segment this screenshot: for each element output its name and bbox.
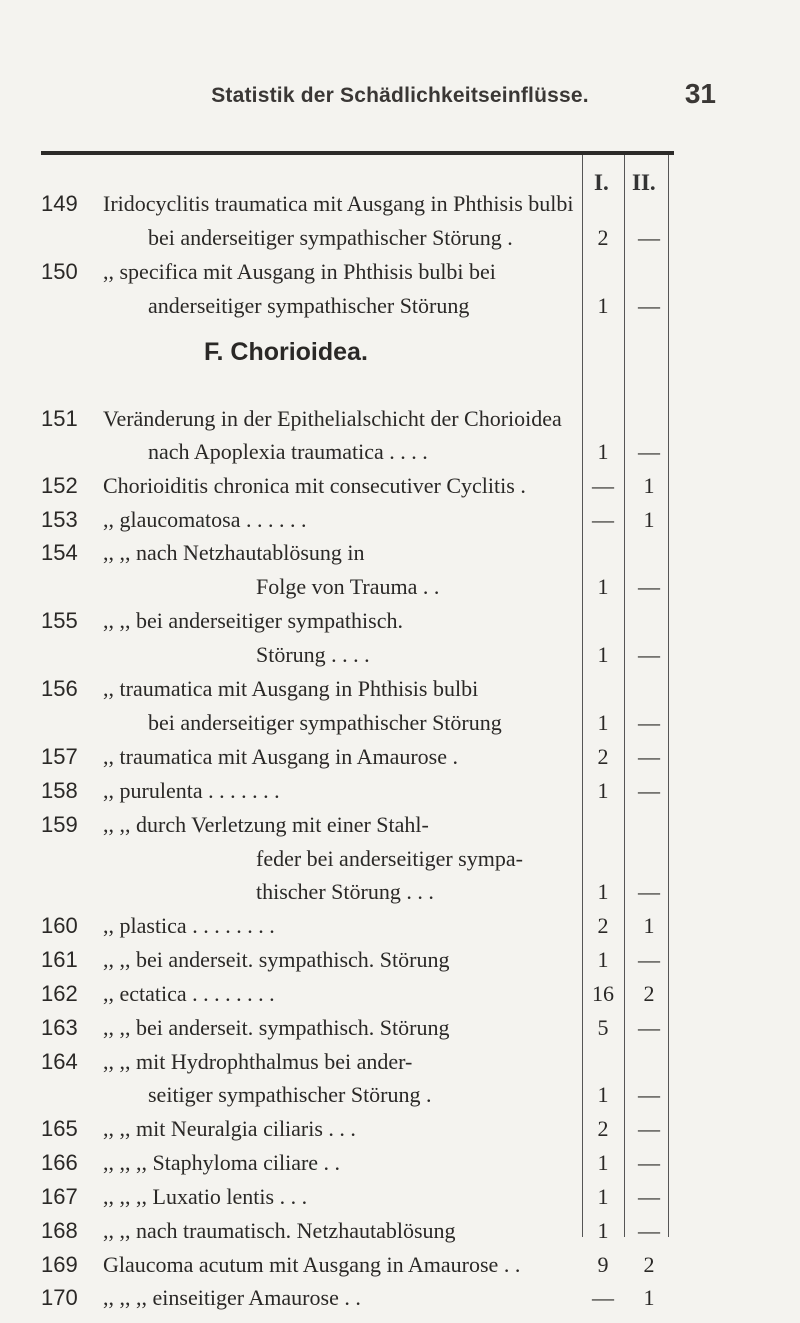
value-col-1: 1 <box>597 778 609 803</box>
row-number: 166 <box>41 1150 78 1175</box>
page-header <box>0 78 800 118</box>
table-row <box>0 406 800 432</box>
value-col-1: 2 <box>597 1116 609 1141</box>
value-col-1: 1 <box>597 1218 609 1243</box>
row-text: ,, glaucomatosa . . . . . . <box>103 507 307 532</box>
value-col-1: 1 <box>597 1150 609 1175</box>
table-row <box>0 744 800 770</box>
value-col-2: — <box>638 879 660 904</box>
value-col-1: 2 <box>597 225 609 250</box>
row-text: Chorioiditis chronica mit consecutiver Cyclitis . <box>103 473 526 498</box>
value-col-1: 1 <box>597 1184 609 1209</box>
row-text: Glaucoma acutum mit Ausgang in Amaurose . . <box>103 1252 521 1277</box>
value-col-1: 1 <box>597 574 609 599</box>
table-row <box>0 846 800 872</box>
row-text: ,, purulenta . . . . . . . <box>103 778 280 803</box>
row-text: nach Apoplexia traumatica . . . . <box>148 439 428 464</box>
table-row <box>0 1252 800 1278</box>
table-row <box>0 1015 800 1041</box>
table-row <box>0 879 800 905</box>
row-number: 152 <box>41 473 78 498</box>
row-number: 159 <box>41 812 78 837</box>
table-row <box>0 1184 800 1210</box>
row-text: ,, ,, bei anderseit. sympathisch. Störung <box>103 947 450 972</box>
row-text: ,, ,, ,, Luxatio lentis . . . <box>103 1184 308 1209</box>
value-col-2: — <box>638 1082 660 1107</box>
row-number: 158 <box>41 778 78 803</box>
row-number: 156 <box>41 676 78 701</box>
running-title: Statistik der Schädlichkeitseinflüsse. <box>211 84 589 107</box>
row-number: 161 <box>41 947 78 972</box>
value-col-1: 9 <box>597 1252 609 1277</box>
column-header-1: I. <box>594 170 609 195</box>
row-text: bei anderseitiger sympathischer Störung . <box>148 225 513 250</box>
value-col-1: 5 <box>597 1015 609 1040</box>
value-col-1: 2 <box>597 744 609 769</box>
value-col-2: — <box>638 1184 660 1209</box>
table-row <box>0 439 800 465</box>
row-text: thischer Störung . . . <box>256 879 434 904</box>
value-col-2: 1 <box>643 473 655 498</box>
table-row <box>0 473 800 499</box>
row-text: Iridocyclitis traumatica mit Ausgang in Phthisis bulbi <box>103 191 574 216</box>
row-number: 170 <box>41 1285 78 1310</box>
table-row <box>0 1116 800 1142</box>
row-text: feder bei anderseitiger sympa- <box>256 846 523 871</box>
value-col-2: 1 <box>643 1285 655 1310</box>
section-title: F. Chorioidea. <box>204 338 368 366</box>
table-row <box>0 676 800 702</box>
value-col-2: 2 <box>643 1252 655 1277</box>
row-number: 162 <box>41 981 78 1006</box>
row-number: 153 <box>41 507 78 532</box>
row-number: 149 <box>41 191 78 216</box>
table-row <box>0 947 800 973</box>
table-row <box>0 981 800 1007</box>
row-text: ,, ,, durch Verletzung mit einer Stahl- <box>103 812 429 837</box>
row-text: anderseitiger sympathischer Störung <box>148 293 470 318</box>
page-number: 31 <box>684 78 716 109</box>
row-number: 151 <box>41 406 78 431</box>
row-text: ,, ,, mit Hydrophthalmus bei ander- <box>103 1049 413 1074</box>
row-number: 150 <box>41 259 78 284</box>
value-col-1: 1 <box>597 293 609 318</box>
value-col-1: — <box>592 507 614 532</box>
table-row <box>0 812 800 838</box>
table-row <box>0 191 800 217</box>
table-row <box>0 1150 800 1176</box>
row-number: 168 <box>41 1218 78 1243</box>
row-text: ,, ,, nach traumatisch. Netzhautablösung <box>103 1218 456 1243</box>
row-number: 154 <box>41 540 78 565</box>
value-col-1: 1 <box>597 947 609 972</box>
value-col-2: — <box>638 947 660 972</box>
value-col-2: — <box>638 1015 660 1040</box>
value-col-2: — <box>638 1150 660 1175</box>
row-number: 163 <box>41 1015 78 1040</box>
row-text: ,, ,, bei anderseit. sympathisch. Störung <box>103 1015 450 1040</box>
row-number: 167 <box>41 1184 78 1209</box>
value-col-1: 1 <box>597 879 609 904</box>
row-text: Veränderung in der Epithelialschicht der Chorioidea <box>103 406 562 431</box>
value-col-1: 2 <box>597 913 609 938</box>
row-text: bei anderseitiger sympathischer Störung <box>148 710 502 735</box>
table-row <box>0 710 800 736</box>
value-col-2: — <box>638 744 660 769</box>
row-number: 164 <box>41 1049 78 1074</box>
value-col-1: 1 <box>597 439 609 464</box>
row-text: ,, ectatica . . . . . . . . <box>103 981 275 1006</box>
table-row <box>0 507 800 533</box>
value-col-2: — <box>638 225 660 250</box>
value-col-2: — <box>638 778 660 803</box>
value-col-1: — <box>592 473 614 498</box>
value-col-2: — <box>638 710 660 735</box>
row-number: 165 <box>41 1116 78 1141</box>
table-row <box>0 293 800 319</box>
value-col-2: — <box>638 574 660 599</box>
table-row <box>0 574 800 600</box>
table-row <box>0 1285 800 1311</box>
row-text: ,, specifica mit Ausgang in Phthisis bulbi bei <box>103 259 496 284</box>
top-rule <box>41 151 674 155</box>
value-col-1: 1 <box>597 1082 609 1107</box>
value-col-2: — <box>638 439 660 464</box>
table-row <box>0 1218 800 1244</box>
row-number: 160 <box>41 913 78 938</box>
table-row <box>0 540 800 566</box>
row-text: ,, traumatica mit Ausgang in Phthisis bulbi <box>103 676 479 701</box>
value-col-1: 16 <box>592 981 614 1006</box>
row-text: ,, plastica . . . . . . . . <box>103 913 275 938</box>
value-col-1: 1 <box>597 710 609 735</box>
column-header-2: II. <box>632 170 656 195</box>
row-text: Störung . . . . <box>256 642 370 667</box>
row-text: Folge von Trauma . . <box>256 574 440 599</box>
table-row <box>0 259 800 285</box>
value-col-2: — <box>638 293 660 318</box>
value-col-2: — <box>638 642 660 667</box>
value-col-1: — <box>592 1285 614 1310</box>
row-number: 155 <box>41 608 78 633</box>
row-text: ,, ,, ,, einseitiger Amaurose . . <box>103 1285 361 1310</box>
row-text: ,, ,, ,, Staphyloma ciliare . . <box>103 1150 341 1175</box>
row-text: ,, ,, mit Neuralgia ciliaris . . . <box>103 1116 356 1141</box>
table-row <box>0 778 800 804</box>
table-row <box>0 642 800 668</box>
row-text: ,, ,, bei anderseitiger sympathisch. <box>103 608 403 633</box>
table-row <box>0 1049 800 1075</box>
row-text: ,, traumatica mit Ausgang in Amaurose . <box>103 744 458 769</box>
value-col-2: 1 <box>643 913 655 938</box>
value-col-1: 1 <box>597 642 609 667</box>
row-text: ,, ,, nach Netzhautablösung in <box>103 540 365 565</box>
row-number: 157 <box>41 744 78 769</box>
table-row <box>0 225 800 251</box>
table-row <box>0 1082 800 1108</box>
value-col-2: 1 <box>643 507 655 532</box>
row-number: 169 <box>41 1252 78 1277</box>
value-col-2: — <box>638 1116 660 1141</box>
table-row <box>0 608 800 634</box>
table-row <box>0 913 800 939</box>
row-text: seitiger sympathischer Störung . <box>148 1082 432 1107</box>
value-col-2: — <box>638 1218 660 1243</box>
value-col-2: 2 <box>643 981 655 1006</box>
